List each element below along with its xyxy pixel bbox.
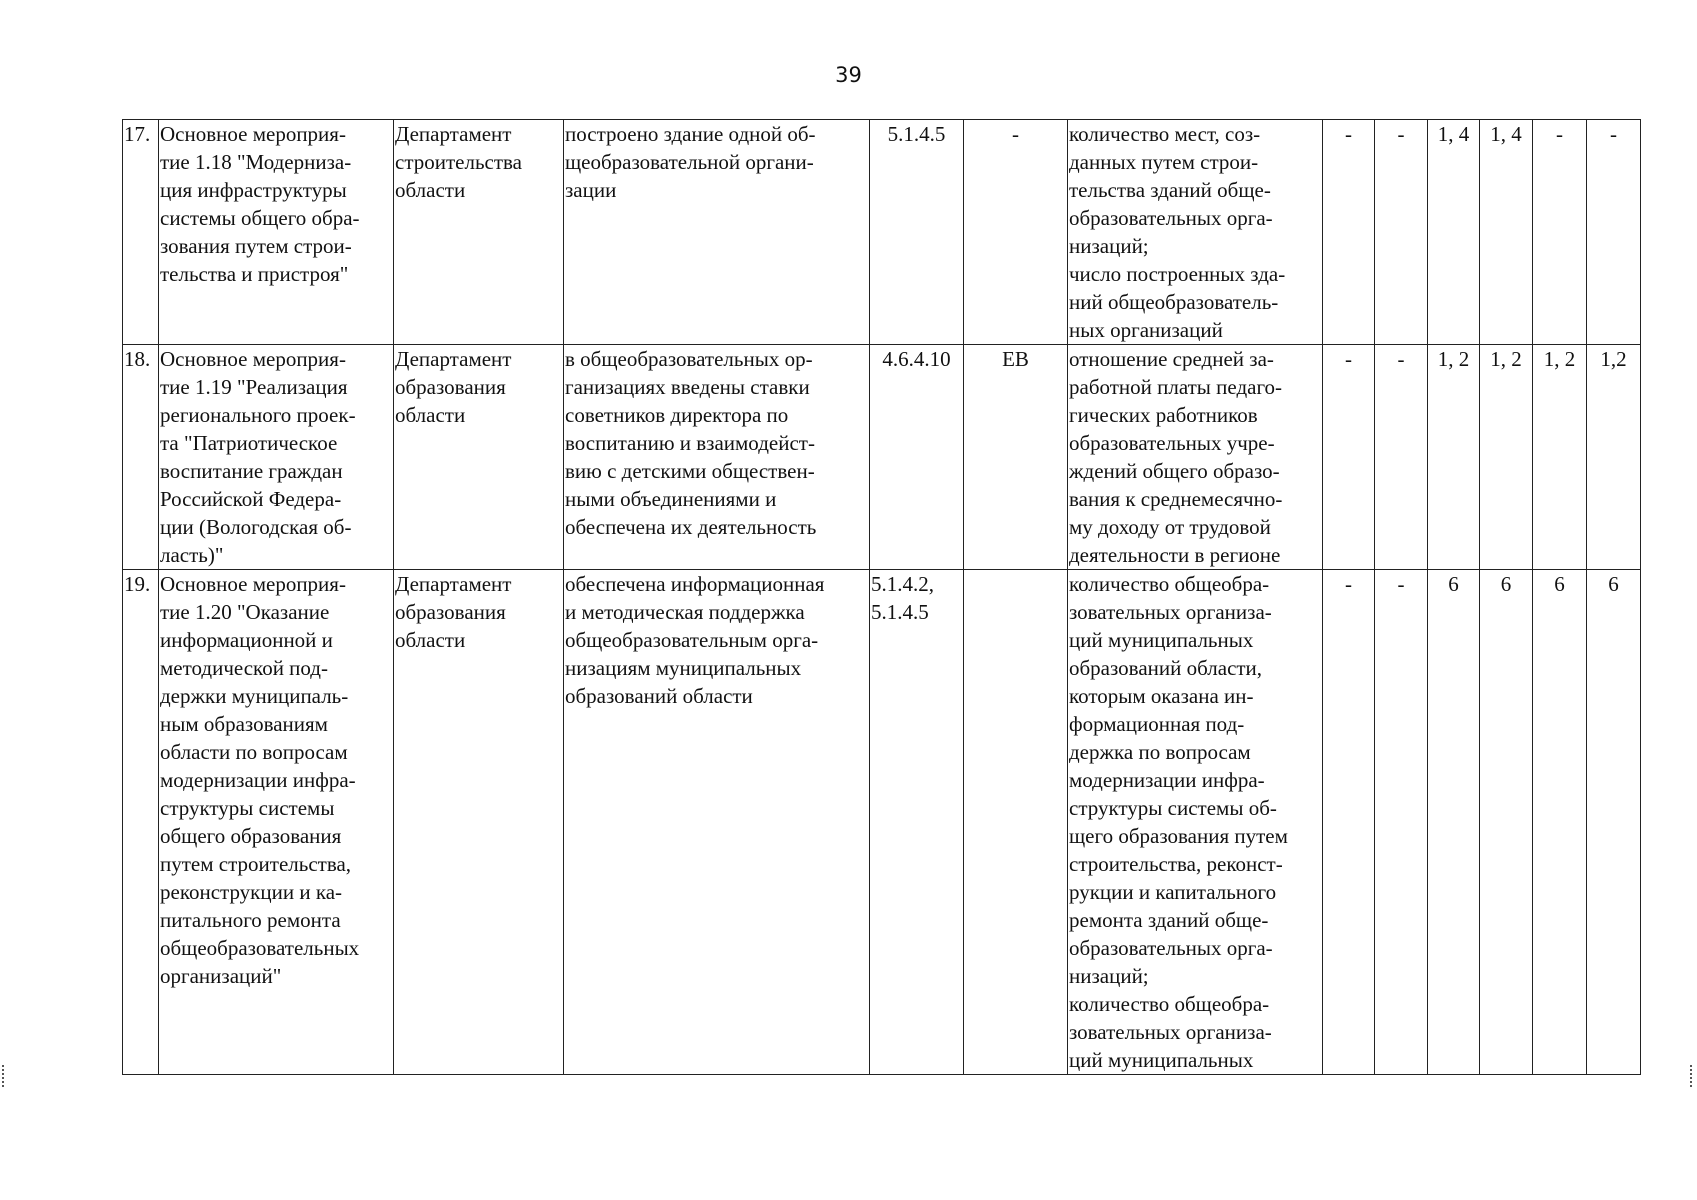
executor-cell: Департамент образования области	[394, 345, 564, 570]
scan-edge-mark-right	[1690, 1065, 1694, 1087]
value-cell: 1, 2	[1480, 345, 1533, 570]
value-cell: 6	[1587, 570, 1641, 1075]
marker-cell	[964, 570, 1068, 1075]
value-cell: 1, 4	[1428, 120, 1480, 345]
code-cell: 5.1.4.5	[870, 120, 964, 345]
code-cell: 5.1.4.2, 5.1.4.5	[870, 570, 964, 1075]
value-cell: -	[1587, 120, 1641, 345]
marker-cell: ЕВ	[964, 345, 1068, 570]
executor-cell: Департамент строительства области	[394, 120, 564, 345]
value-cell: 1, 4	[1480, 120, 1533, 345]
value-cell: -	[1375, 120, 1428, 345]
value-cell: -	[1323, 345, 1375, 570]
value-cell: -	[1323, 120, 1375, 345]
event-name-cell: Основное мероприя- тие 1.18 "Модерниза- ция инфраструктуры системы общего обра- зования путем строи- тельства и пристроя"	[159, 120, 394, 345]
code-cell: 4.6.4.10	[870, 345, 964, 570]
scan-edge-mark-left	[2, 1065, 6, 1087]
indicator-cell: количество общеобра- зовательных организа- ций муниципальных образований области, которым оказана ин- формационная под- держка по вопросам модернизации инфра- структуры системы об- щего образования путем строительства, реконст- рукции и капитального ремонта зданий обще- образовательных орга- низаций; количество общеобра- зовательных организа- ций муниципальных	[1068, 570, 1323, 1075]
value-cell: 1, 2	[1428, 345, 1480, 570]
result-cell: построено здание одной об- щеобразовательной органи- зации	[564, 120, 870, 345]
value-cell: -	[1533, 120, 1587, 345]
indicator-cell: количество мест, соз- данных путем строи- тельства зданий обще- образовательных орга- низаций; число построенных зда- ний общеобразователь- ных организаций	[1068, 120, 1323, 345]
value-cell: 6	[1480, 570, 1533, 1075]
table-row	[123, 345, 1641, 570]
value-cell: -	[1375, 345, 1428, 570]
row-number-cell: 19.	[123, 570, 159, 1075]
row-number-cell: 18.	[123, 345, 159, 570]
executor-cell: Департамент образования области	[394, 570, 564, 1075]
value-cell: -	[1323, 570, 1375, 1075]
event-name-cell: Основное мероприя- тие 1.20 "Оказание информационной и методической под- держки муниципаль- ным образованиям области по вопросам модернизации инфра- структуры системы общего образования путем строительства, реконструкции и ка- питального ремонта общеобразовательных организаций"	[159, 570, 394, 1075]
page-number: 39	[835, 63, 862, 87]
row-number-cell: 17.	[123, 120, 159, 345]
result-cell: в общеобразовательных ор- ганизациях введены ставки советников директора по воспитанию и взаимодейст- вию с детскими обществен- ными объединениями и обеспечена их деятельность	[564, 345, 870, 570]
value-cell: 1,2	[1587, 345, 1641, 570]
value-cell: 6	[1428, 570, 1480, 1075]
value-cell: 6	[1533, 570, 1587, 1075]
value-cell: -	[1375, 570, 1428, 1075]
table-row	[123, 120, 1641, 345]
table-row	[123, 570, 1641, 1075]
result-cell: обеспечена информационная и методическая поддержка общеобразовательным орга- низациям муниципальных образований области	[564, 570, 870, 1075]
value-cell: 1, 2	[1533, 345, 1587, 570]
marker-cell: -	[964, 120, 1068, 345]
activities-table	[122, 119, 1641, 1075]
event-name-cell: Основное мероприя- тие 1.19 "Реализация регионального проек- та "Патриотическое воспитание граждан Российской Федера- ции (Вологодская об- ласть)"	[159, 345, 394, 570]
indicator-cell: отношение средней за- работной платы педаго- гических работников образовательных учре- ждений общего образо- вания к среднемесячно- му доходу от трудовой деятельности в регионе	[1068, 345, 1323, 570]
